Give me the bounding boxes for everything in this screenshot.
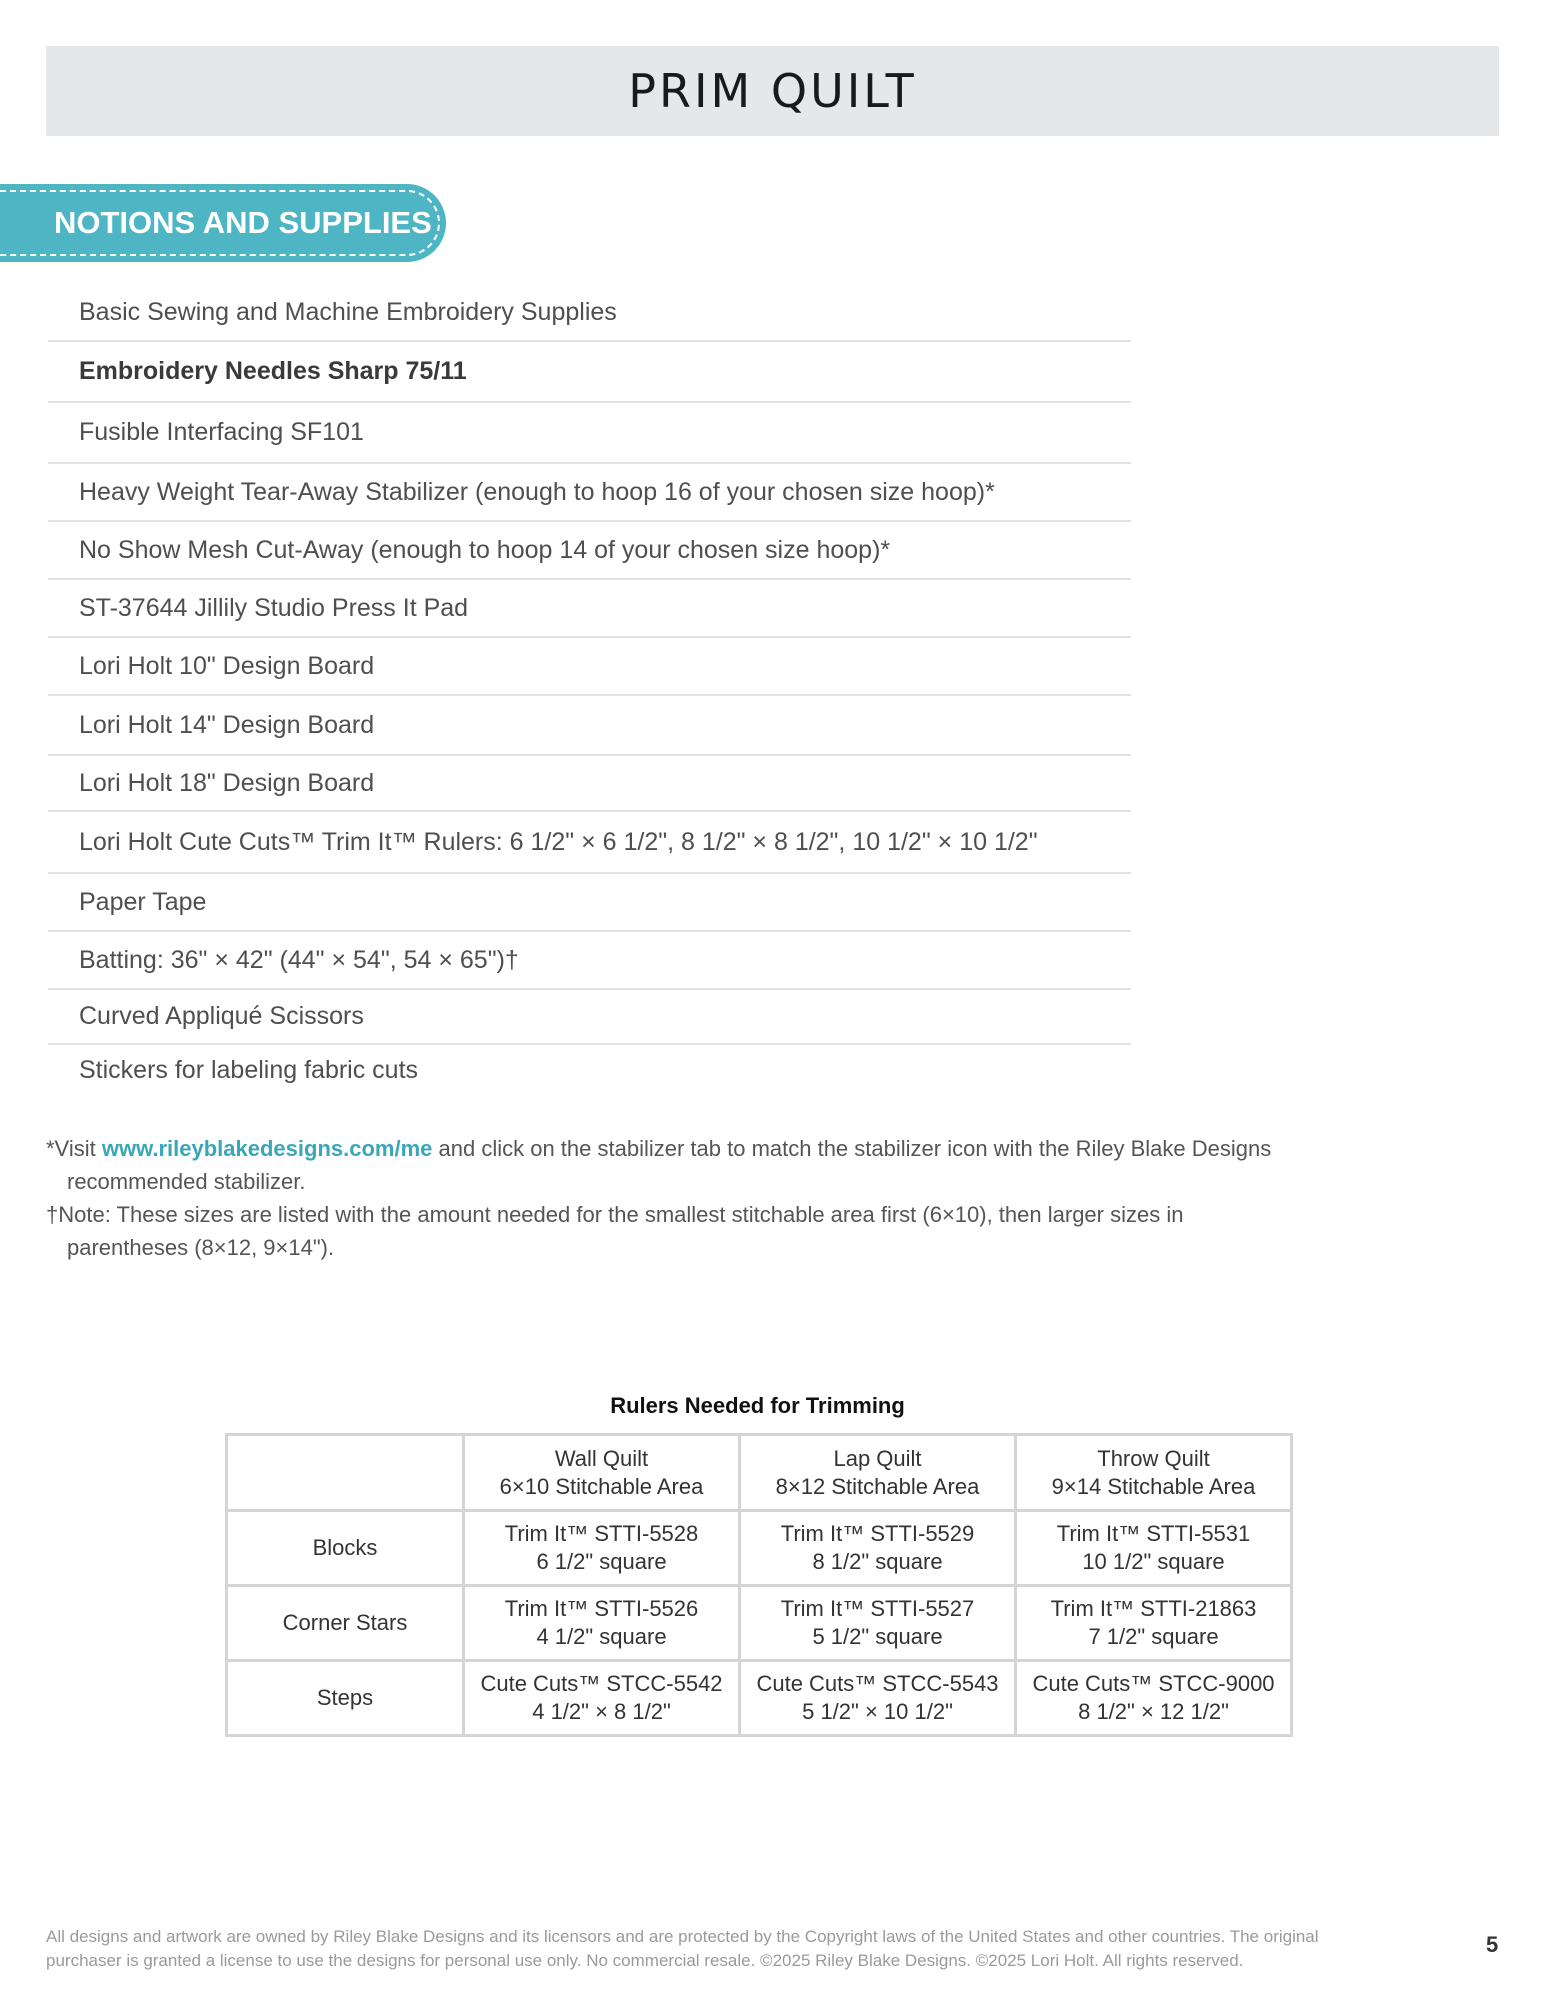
stabilizer-note-continued: recommended stabilizer. — [67, 1169, 306, 1194]
row-label: Blocks — [227, 1511, 464, 1586]
page-number: 5 — [1486, 1932, 1499, 1957]
supply-item: Lori Holt 18" Design Board — [48, 756, 1131, 812]
supply-item: Batting: 36" × 42" (44" × 54", 54 × 65")† — [48, 932, 1131, 990]
batting-size-note: †Note: These sizes are listed with the amount needed for the smallest stitchable area first (6×10), then larger sizes in — [46, 1202, 1184, 1227]
column-header: Lap Quilt 8×12 Stitchable Area — [740, 1435, 1016, 1511]
table-row — [227, 1586, 1292, 1661]
table-cell: Cute Cuts™ STCC-5543 5 1/2" × 10 1/2" — [740, 1661, 1016, 1736]
supply-item: Curved Appliqué Scissors — [48, 990, 1131, 1045]
table-cell: Trim It™ STTI-5528 6 1/2" square — [464, 1511, 740, 1586]
supply-item: Lori Holt Cute Cuts™ Trim It™ Rulers: 6 1/2" × 6 1/2", 8 1/2" × 8 1/2", 10 1/2" × 10 1/2" — [48, 812, 1131, 874]
rulers-table-title: Rulers Needed for Trimming — [610, 1393, 905, 1418]
table-cell: Trim It™ STTI-21863 7 1/2" square — [1016, 1586, 1292, 1661]
supply-item: Lori Holt 14" Design Board — [48, 696, 1131, 756]
table-row — [227, 1511, 1292, 1586]
supply-item: Paper Tape — [48, 874, 1131, 932]
page-header — [46, 46, 1499, 136]
column-header: Throw Quilt 9×14 Stitchable Area — [1016, 1435, 1292, 1511]
table-cell: Cute Cuts™ STCC-5542 4 1/2" × 8 1/2" — [464, 1661, 740, 1736]
row-label: Corner Stars — [227, 1586, 464, 1661]
table-row — [227, 1661, 1292, 1736]
supply-item: ST-37644 Jillily Studio Press It Pad — [48, 580, 1131, 638]
table-cell: Trim It™ STTI-5529 8 1/2" square — [740, 1511, 1016, 1586]
section-tab — [0, 184, 446, 262]
supplies-list — [48, 285, 1131, 1095]
table-corner-cell — [227, 1435, 464, 1511]
copyright-line: purchaser is granted a license to use the designs for personal use only. No commercial resale. ©2025 Riley Blake Designs. ©2025 Lori Holt. All rights reserved. — [46, 1951, 1244, 1970]
table-cell: Cute Cuts™ STCC-9000 8 1/2" × 12 1/2" — [1016, 1661, 1292, 1736]
table-cell: Trim It™ STTI-5527 5 1/2" square — [740, 1586, 1016, 1661]
table-cell: Trim It™ STTI-5526 4 1/2" square — [464, 1586, 740, 1661]
table-header-row — [227, 1435, 1292, 1511]
supply-item: Lori Holt 10" Design Board — [48, 638, 1131, 696]
copyright-footer — [46, 1925, 1446, 1973]
supply-item: Stickers for labeling fabric cuts — [79, 1055, 419, 1084]
copyright-line: All designs and artwork are owned by Riley Blake Designs and its licensors and are protected by the Copyright laws of the United States and other countries. The original — [46, 1927, 1319, 1946]
supply-item: Heavy Weight Tear-Away Stabilizer (enough to hoop 16 of your chosen size hoop)* — [48, 464, 1131, 522]
supply-item: No Show Mesh Cut-Away (enough to hoop 14 of your chosen size hoop)* — [48, 522, 1131, 580]
table-cell: Trim It™ STTI-5531 10 1/2" square — [1016, 1511, 1292, 1586]
riley-blake-link[interactable]: www.rileyblakedesigns.com/me — [101, 1136, 433, 1161]
batting-size-note-continued: parentheses (8×12, 9×14"). — [67, 1235, 335, 1260]
row-label: Steps — [227, 1661, 464, 1736]
supply-item: Basic Sewing and Machine Embroidery Supplies — [48, 285, 1131, 342]
rulers-table — [225, 1433, 1293, 1737]
section-title: NOTIONS AND SUPPLIES — [54, 205, 432, 240]
supply-item: Embroidery Needles Sharp 75/11 — [48, 342, 1131, 403]
column-header: Wall Quilt 6×10 Stitchable Area — [464, 1435, 740, 1511]
stabilizer-note: *Visit www.rileyblakedesigns.com/me and click on the stabilizer tab to match the stabilizer icon with the Riley Blake Designs — [46, 1136, 1272, 1161]
footnotes — [46, 1132, 1446, 1264]
page-title: PRIM QUILT — [628, 64, 917, 118]
supply-item: Fusible Interfacing SF101 — [48, 403, 1131, 464]
